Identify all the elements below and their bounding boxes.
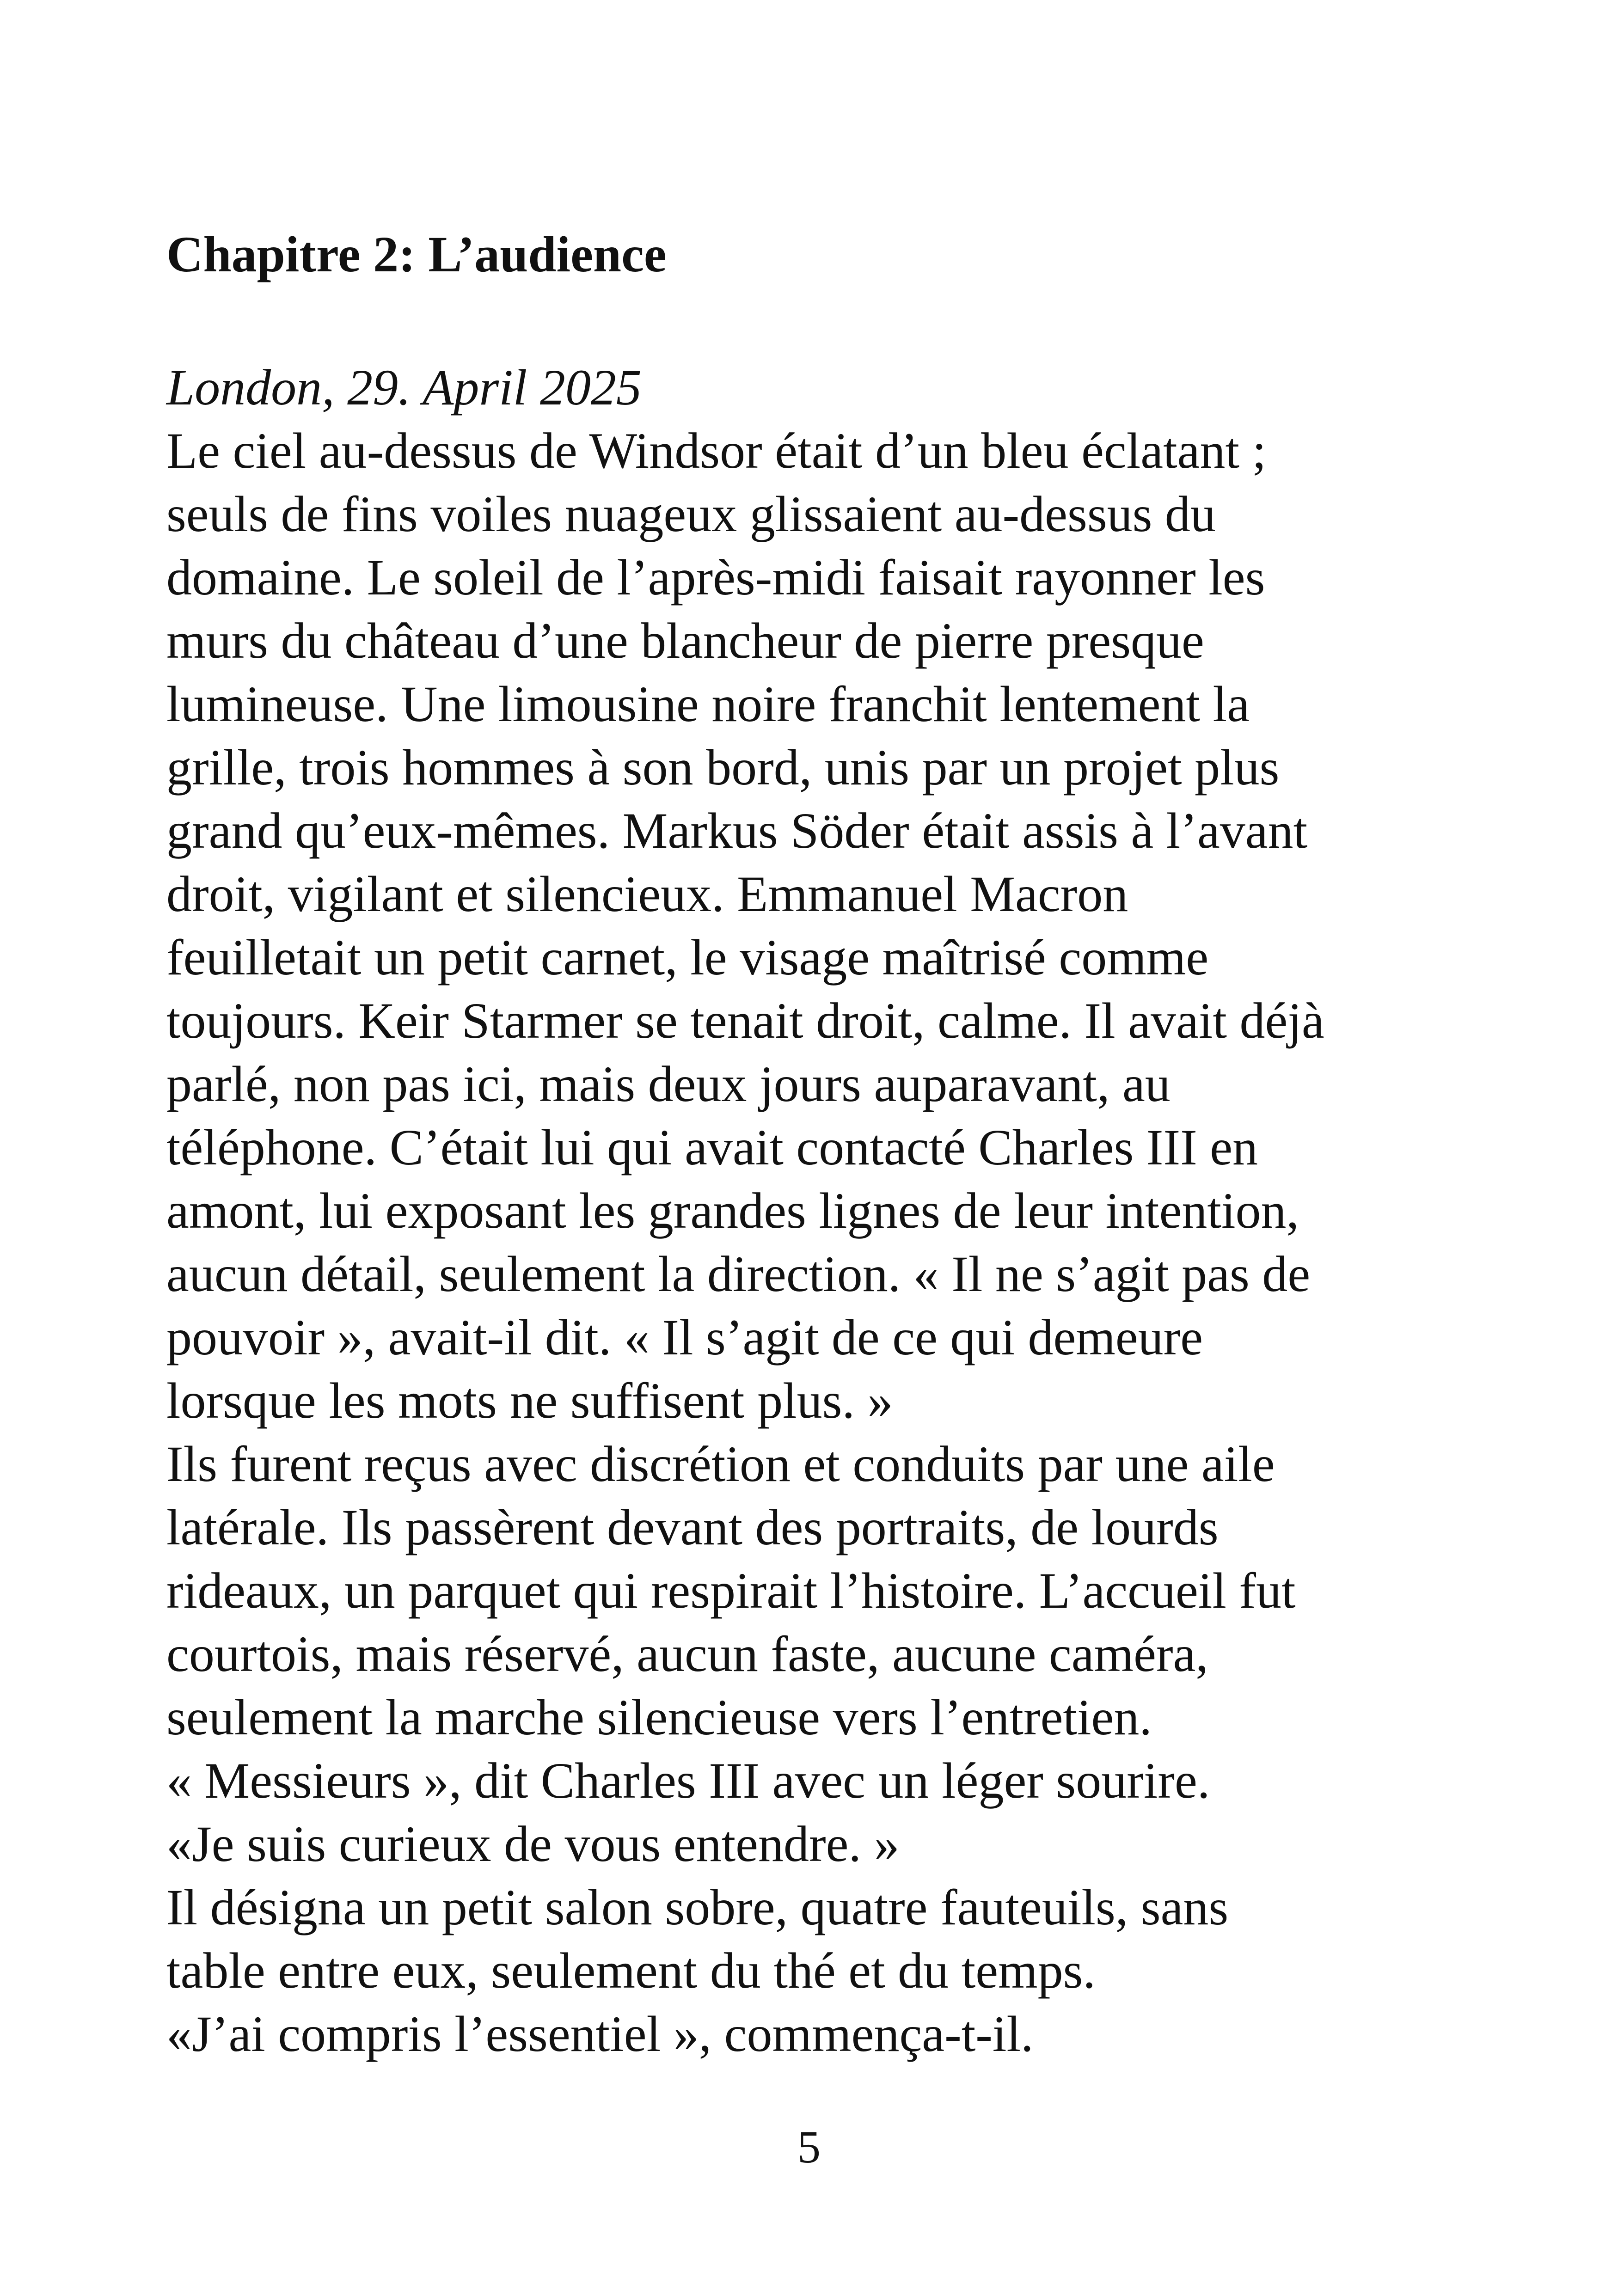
- text-line: courtois, mais réservé, aucun faste, aucune caméra,: [166, 1626, 1208, 1682]
- text-line: Il désigna un petit salon sobre, quatre fauteuils, sans: [166, 1879, 1229, 1935]
- text-line: téléphone. C’était lui qui avait contacté Charles III en: [166, 1119, 1258, 1176]
- body-text: [166, 419, 1479, 2066]
- page-number: 5: [797, 2121, 821, 2173]
- text-line: seulement la marche silencieuse vers l’entretien.: [166, 1689, 1152, 1745]
- text-line: aucun détail, seulement la direction. « Il ne s’agit pas de: [166, 1246, 1311, 1302]
- text-line: parlé, non pas ici, mais deux jours auparavant, au: [166, 1056, 1171, 1112]
- text-line: pouvoir », avait-il dit. « Il s’agit de ce qui demeure: [166, 1309, 1203, 1365]
- text-line: Le ciel au-dessus de Windsor était d’un bleu éclatant ;: [166, 422, 1267, 479]
- text-line: «J’ai compris l’essentiel », commença-t-il.: [166, 2006, 1034, 2062]
- text-line: domaine. Le soleil de l’après-midi faisait rayonner les: [166, 549, 1265, 606]
- page-content: [166, 222, 1479, 2066]
- text-line: grand qu’eux-mêmes. Markus Söder était assis à l’avant: [166, 802, 1308, 859]
- text-line: murs du château d’une blancheur de pierre presque: [166, 612, 1204, 669]
- text-line: «Je suis curieux de vous entendre. »: [166, 1816, 900, 1872]
- chapter-title: Chapitre 2: L’audience: [166, 226, 667, 282]
- text-line: droit, vigilant et silencieux. Emmanuel Macron: [166, 866, 1128, 922]
- text-line: toujours. Keir Starmer se tenait droit, calme. Il avait déjà: [166, 992, 1324, 1049]
- text-line: feuilletait un petit carnet, le visage maîtrisé comme: [166, 929, 1209, 986]
- text-line: rideaux, un parquet qui respirait l’histoire. L’accueil fut: [166, 1562, 1296, 1619]
- text-line: lorsque les mots ne suffisent plus. »: [166, 1372, 893, 1429]
- text-line: latérale. Ils passèrent devant des portraits, de lourds: [166, 1499, 1219, 1555]
- text-line: seuls de fins voiles nuageux glissaient au-dessus du: [166, 486, 1216, 542]
- date-line: London, 29. April 2025: [166, 359, 642, 416]
- text-line: « Messieurs », dit Charles III avec un léger sourire.: [166, 1752, 1210, 1809]
- text-line: Ils furent reçus avec discrétion et conduits par une aile: [166, 1436, 1275, 1492]
- text-line: grille, trois hommes à son bord, unis par un projet plus: [166, 739, 1280, 796]
- text-line: table entre eux, seulement du thé et du temps.: [166, 1942, 1096, 1999]
- text-line: amont, lui exposant les grandes lignes de leur intention,: [166, 1182, 1299, 1239]
- text-line: lumineuse. Une limousine noire franchit lentement la: [166, 676, 1250, 732]
